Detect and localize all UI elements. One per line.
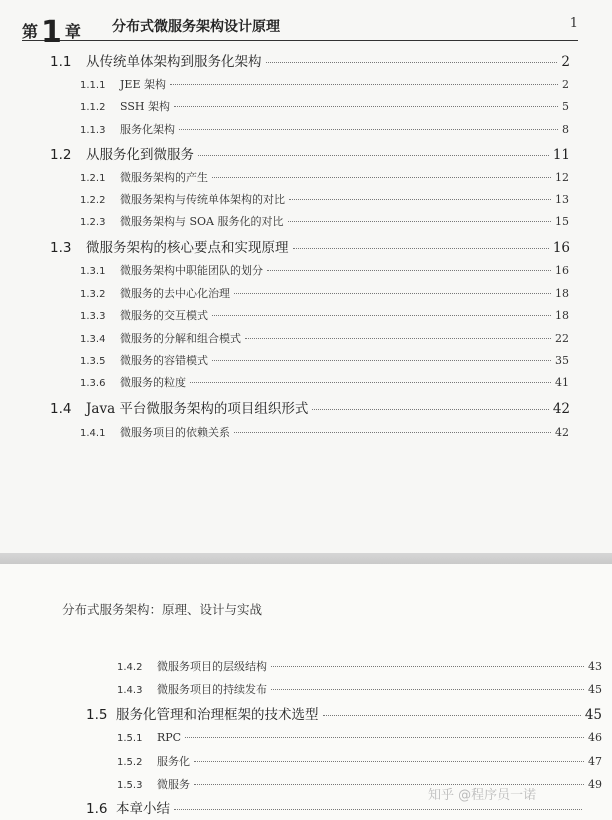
toc-entry: 1.5 服务化管理和治理框架的技术选型 45 (86, 707, 602, 723)
toc-entry: 1.1.2 SSH 架构 5 (80, 100, 569, 113)
watermark: 知乎 @程序员一诺 (428, 788, 537, 803)
toc-entry: 1.6 本章小结 (86, 797, 586, 817)
toc-entry: 1.1 从传统单体架构到服务化架构 2 (50, 54, 570, 70)
toc-entry: 1.3.2 微服务的去中心化治理 18 (80, 287, 569, 300)
toc-entry: 1.4 Java 平台微服务架构的项目组织形式 42 (50, 401, 570, 417)
toc-entry: 1.5.2 服务化 47 (117, 755, 602, 768)
toc-entry: 1.4.3 微服务项目的持续发布 45 (117, 683, 602, 696)
toc-entry: 1.3.6 微服务的粒度 41 (80, 376, 569, 389)
chapter-number: 第 1 章 (22, 15, 81, 50)
chapter-header (22, 4, 578, 50)
toc-entry: 1.3.3 微服务的交互模式 18 (80, 309, 569, 322)
toc-entry: 1.1.3 服务化架构 8 (80, 123, 569, 136)
chapter-title: 分布式微服务架构设计原理 (112, 19, 280, 35)
toc-entry: 1.1.1 JEE 架构 2 (80, 78, 569, 91)
toc-entry: 1.3.4 微服务的分解和组合模式 22 (80, 332, 569, 345)
running-head: 分布式服务架构：原理、设计与实战 (62, 602, 263, 617)
toc-entry: 1.2.1 微服务架构的产生 12 (80, 171, 569, 184)
toc-entry: 1.5.3 微服务 49 (117, 778, 602, 791)
toc-entry: 1.3.5 微服务的容错模式 35 (80, 354, 569, 367)
toc-entry: 1.3.1 微服务架构中职能团队的划分 16 (80, 264, 569, 277)
toc-entry: 1.5.1 RPC 46 (117, 731, 602, 744)
toc-entry: 1.2 从服务化到微服务 11 (50, 147, 570, 163)
book-page-2 (0, 564, 612, 820)
toc-entry: 1.4.2 微服务项目的层级结构 43 (117, 660, 602, 673)
page-gap (0, 553, 612, 564)
toc-entry: 1.3 微服务架构的核心要点和实现原理 16 (50, 240, 570, 256)
toc-entry: 1.4.1 微服务项目的依赖关系 42 (80, 426, 569, 439)
toc-entry: 1.2.3 微服务架构与 SOA 服务化的对比 15 (80, 215, 569, 228)
toc-entry: 1.2.2 微服务架构与传统单体架构的对比 13 (80, 193, 569, 206)
chapter-page-number: 1 (569, 16, 578, 31)
